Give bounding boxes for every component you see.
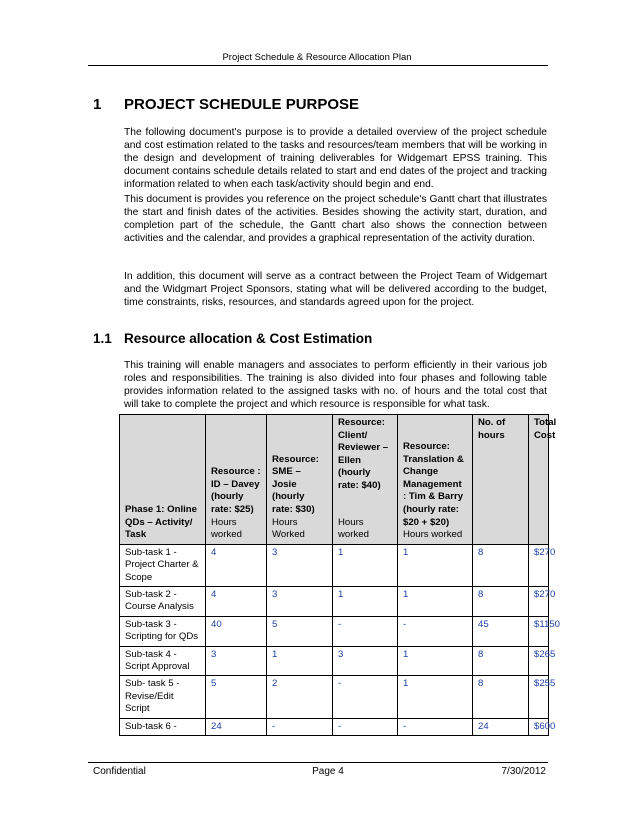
footer-left-text: Confidential [93, 766, 146, 777]
table-row [120, 676, 549, 718]
task-cell: Sub- task 5 - Revise/Edit Script [120, 676, 206, 718]
value-cell: $270 [529, 544, 549, 586]
header-label: Resource: Client/ Reviewer – Ellen (hourly rate: $40) [338, 417, 389, 491]
value-cell: 1 [398, 646, 473, 676]
table-row [120, 646, 549, 676]
value-cell: 3 [333, 646, 398, 676]
section-1-paragraph-3: In addition, this document will serve as a contract between the Project Team of Widgemart and the Widgmart Project Sponsors, stating what will be delivered according to the budget, time constraints, risks, resources, and standards agreed upon for the project. [124, 271, 547, 308]
table-row [120, 616, 549, 646]
value-cell: 1 [333, 586, 398, 616]
value-cell: 2 [267, 676, 333, 718]
value-cell: - [398, 718, 473, 735]
header-resource-client-ellen [333, 415, 398, 545]
value-cell: 5 [206, 676, 267, 718]
task-cell: Sub-task 3 - Scripting for QDs [120, 616, 206, 646]
task-cell: Sub-task 6 - [120, 718, 206, 735]
header-resource-id-davey [206, 415, 267, 545]
value-cell: 8 [473, 676, 529, 718]
value-cell: 1 [398, 544, 473, 586]
running-header: Project Schedule & Resource Allocation Plan [222, 52, 412, 63]
task-cell: Sub-task 1 - Project Charter & Scope [120, 544, 206, 586]
header-label: Resource : ID – Davey (hourly rate: $25) [211, 466, 261, 515]
section-1-1-title: Resource allocation & Cost Estimation [124, 331, 373, 346]
footer-date: 7/30/2012 [501, 766, 546, 777]
value-cell: 4 [206, 544, 267, 586]
task-cell: Sub-task 2 - Course Analysis [120, 586, 206, 616]
value-cell: 5 [267, 616, 333, 646]
page-number: Page 4 [312, 766, 344, 777]
header-sublabel: Hours Worked [272, 516, 305, 541]
value-cell: $270 [529, 586, 549, 616]
header-resource-sme-josie [267, 415, 333, 545]
resource-allocation-table [119, 414, 560, 736]
section-1-1-number: 1.1 [93, 331, 112, 346]
header-total-cost [529, 415, 557, 545]
value-cell: - [333, 616, 398, 646]
header-label: No. of hours [478, 417, 506, 441]
header-activity-task [120, 415, 206, 545]
value-cell: $265 [529, 646, 549, 676]
task-cell: Sub-task 4 - Script Approval [120, 646, 206, 676]
value-cell: 40 [206, 616, 267, 646]
header-label: Total Cost [534, 417, 557, 441]
section-1-paragraph-1: The following document's purpose is to provide a detailed overview of the project schedule and cost estimation related to the tasks and resources/team members that will be working in the design and development of training deliverables for Widgemart EPSS training. This document contains schedule details related to start and end dates of the project and tracking information related to when each task/activity should begin and end. [124, 127, 547, 190]
table-row [120, 718, 549, 735]
value-cell: 45 [473, 616, 529, 646]
value-cell: - [333, 676, 398, 718]
value-cell: 4 [206, 586, 267, 616]
value-cell: $600 [529, 718, 549, 735]
header-resource-translation-tim-barry [398, 415, 473, 545]
footer-rule [88, 762, 548, 763]
header-no-of-hours [473, 415, 529, 545]
value-cell: 3 [206, 646, 267, 676]
value-cell: 8 [473, 586, 529, 616]
value-cell: 24 [206, 718, 267, 735]
section-1-paragraph-2: This document is provides you reference on the project schedule's Gantt chart that illustrates the start and finish dates of the activities. Besides showing the activity start, duration, and completion part of the schedule, the Gantt chart also shows the connection between activities and the calendar, and provides a graphical representation of the activity duration. [124, 194, 547, 244]
header-sublabel: Hours worked [403, 529, 463, 541]
value-cell: $255 [529, 676, 549, 718]
value-cell: $1150 [529, 616, 549, 646]
table-header-row [120, 415, 549, 545]
value-cell: 1 [398, 586, 473, 616]
header-label: Resource: SME – Josie (hourly rate: $30) [272, 453, 319, 515]
value-cell: 1 [398, 676, 473, 718]
value-cell: 3 [267, 544, 333, 586]
value-cell: 8 [473, 544, 529, 586]
header-label: Phase 1: Online QDs – Activity/ Task [125, 503, 197, 541]
value-cell: - [267, 718, 333, 735]
value-cell: 1 [333, 544, 398, 586]
value-cell: 1 [267, 646, 333, 676]
header-label: Resource: Translation & Change Management : Tim & Barry (hourly rate: $20 + $20) [403, 441, 464, 528]
table-row [120, 544, 549, 586]
value-cell: 8 [473, 646, 529, 676]
value-cell: 24 [473, 718, 529, 735]
header-sublabel: Hours worked [338, 516, 369, 541]
value-cell: - [333, 718, 398, 735]
section-1-1-paragraph: This training will enable managers and associates to perform efficiently in their various job roles and responsibilities. The training is also divided into four phases and following table provides information related to the assigned tasks with no. of hours and the total cost that will take to complete the project and which resource is responsible for what task. [124, 360, 547, 410]
table-row [120, 586, 549, 616]
value-cell: - [398, 616, 473, 646]
section-1-title: PROJECT SCHEDULE PURPOSE [124, 96, 360, 113]
value-cell: 3 [267, 586, 333, 616]
header-rule [88, 65, 548, 66]
section-1-number: 1 [93, 96, 102, 113]
header-sublabel: Hours worked [211, 516, 242, 541]
